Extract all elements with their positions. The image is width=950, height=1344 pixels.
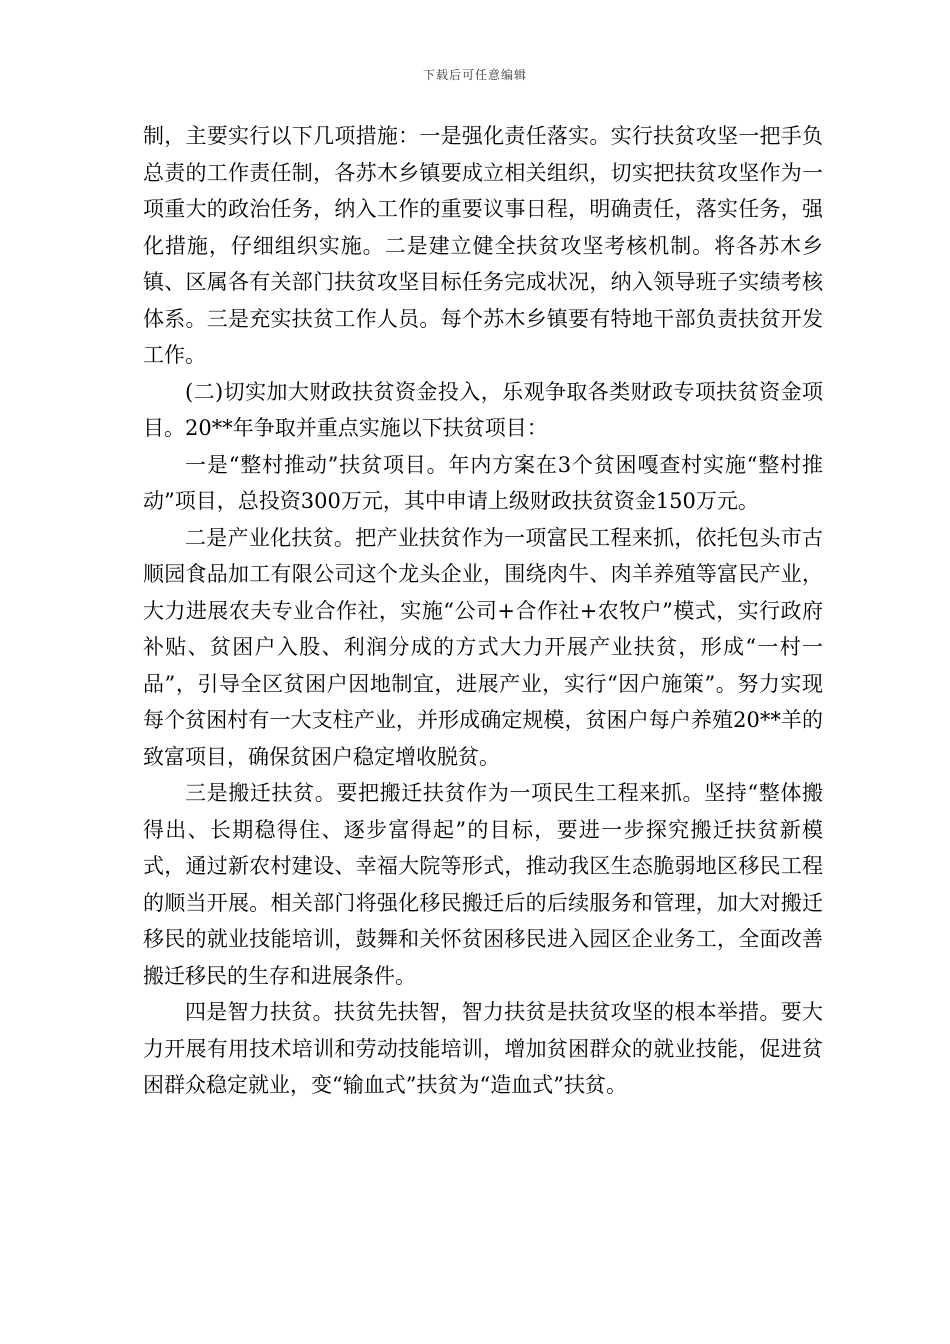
paragraph-measures: 制，主要实行以下几项措施：一是强化责任落实。实行扶贫攻坚一把手负总责的工作责任制，各苏木乡镇要成立相关组织，切实把扶贫攻坚作为一项重大的政治任务，纳入工作的重要议事日程，明确责任，落实任务，强化措施，仔细组织实施。二是建立健全扶贫攻坚考核机制。将各苏木乡镇、区属各有关部门扶贫攻坚目标任务完成状况，纳入领导班子实绩考核体系。三是充实扶贫工作人员。每个苏木乡镇要有特地干部负责扶贫开发工作。 xyxy=(143,124,823,367)
paragraph-village-project: 一是“整村推动”扶贫项目。年内方案在3个贫困嘎查村实施“整村推动”项目，总投资300万元，其中申请上级财政扶贫资金150万元。 xyxy=(143,452,823,513)
page-header: 下载后可任意编辑 xyxy=(422,68,527,82)
paragraph-relocation-poverty: 三是搬迁扶贫。要把搬迁扶贫作为一项民生工程来抓。坚持“整体搬得出、长期稳得住、逐步富得起”的目标，要进一步探究搬迁扶贫新模式，通过新农村建设、幸福大院等形式，推动我区生态脆弱地区移民工程的顺当开展。相关部门将强化移民搬迁后的后续服务和管理，加大对搬迁移民的就业技能培训，鼓舞和关怀贫困移民进入园区企业务工，全面改善搬迁移民的生存和进展条件。 xyxy=(143,781,823,988)
paragraph-industrial-poverty: 二是产业化扶贫。把产业扶贫作为一项富民工程来抓，依托包头市古顺园食品加工有限公司这个龙头企业，围绕肉牛、肉羊养殖等富民产业，大力进展农夫专业合作社，实施“公司+合作社+农牧户”模式，实行政府补贴、贫困户入股、利润分成的方式大力开展产业扶贫，形成“一村一品”，引导全区贫困户因地制宜，进展产业，实行“因户施策”。努力实现每个贫困村有一大支柱产业，并形成确定规模，贫困户每户养殖20**羊的致富项目，确保贫困户稳定增收脱贫。 xyxy=(143,525,823,769)
paragraph-education-poverty: 四是智力扶贫。扶贫先扶智，智力扶贫是扶贫攻坚的根本举措。要大力开展有用技术培训和劳动技能培训，增加贫困群众的就业技能，促进贫困群众稳定就业，变“输血式”扶贫为“造血式”扶贫。 xyxy=(143,1000,823,1097)
paragraph-funding: (二)切实加大财政扶贫资金投入，乐观争取各类财政专项扶贫资金项目。20**年争取并重点实施以下扶贫项目： xyxy=(143,379,823,440)
document-body xyxy=(143,118,823,1104)
